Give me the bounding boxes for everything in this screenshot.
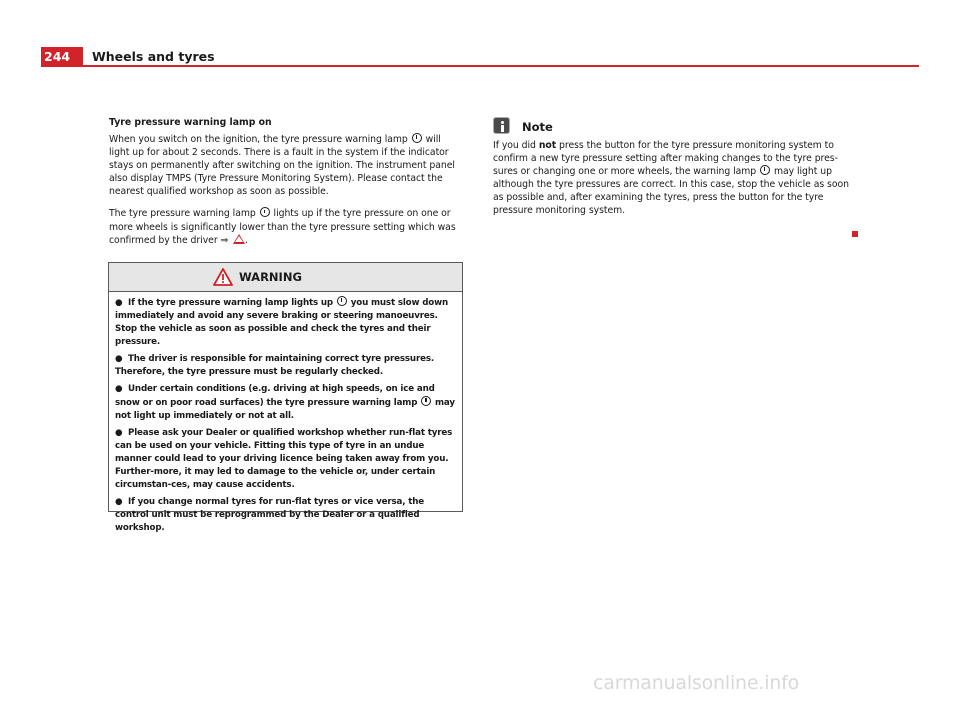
paragraph-low-pressure [109,207,464,246]
note-title: Note [522,120,553,134]
tyre-pressure-lamp-icon [337,296,347,306]
warning-title: WARNING [239,270,302,284]
warning-item [115,496,458,535]
section-heading: Tyre pressure warning lamp on [109,117,272,128]
watermark: carmanualsonline.info [593,672,800,694]
info-note-icon [493,117,510,134]
warning-text: Please ask your Dealer or qualified workshop whether run-flat tyres can be used on your vehicle. Fitting this type of tyre in an undue manner could lead to your driving licence being taken away from you. Further-more, it may led to damage to the vehicle or, under certain circumstan-ces, may cause accidents. [115,428,453,490]
note-header [493,117,853,139]
bullet: ● [115,384,123,394]
paragraph-text: . [245,234,249,246]
warning-item [115,296,458,349]
note-emphasis: not [538,140,557,151]
paragraph-text: lights up if the tyre pressure on one or more wheels is significantly lower than the tyre pressure setting which was confirmed by the driver ⇒ [109,208,456,246]
warning-item [115,353,458,379]
paragraph-text: When you switch on the ignition, the tyre pressure warning lamp [109,134,408,145]
bullet: ● [115,354,123,364]
warning-text: you must slow down immediately and avoid any severe braking or steering manoeuvres. Stop the vehicle as soon as possible and check the tyres and their pressure. [115,298,449,347]
header-rule [83,65,919,67]
warning-header [109,263,462,292]
bullet: ● [115,428,123,438]
bullet: ● [115,298,123,308]
right-column [493,117,853,218]
warning-text: If the tyre pressure warning lamp lights up [128,298,333,308]
tyre-pressure-lamp-icon [260,207,270,217]
page-number: 244 [41,47,83,67]
warning-item [115,427,458,492]
warning-box [108,262,463,533]
left-column [109,116,464,247]
note-text [493,139,853,218]
warning-text: Under certain conditions (e.g. driving at high speeds, on ice and snow or on poor road surfaces) the tyre pressure warning lamp [115,384,435,408]
paragraph-ignition [109,133,464,198]
bullet: ● [115,497,123,507]
warning-text: The driver is responsible for maintaining correct tyre pressures. Therefore, the tyre pressure must be regularly checked. [115,354,434,377]
tyre-pressure-lamp-icon [421,396,431,406]
warning-body [109,292,462,535]
note-text-part: If you did [493,140,536,151]
chapter-title: Wheels and tyres [92,49,215,64]
warning-text: If you change normal tyres for run-flat tyres or vice versa, the control unit must be reprogrammed by the Dealer or a qualified workshop. [115,497,425,533]
paragraph-text: The tyre pressure warning lamp [109,208,256,220]
tyre-pressure-lamp-icon [760,165,770,175]
warning-triangle-icon[interactable] [233,234,245,244]
section-end-marker [852,231,858,237]
tyre-pressure-lamp-icon [412,133,422,143]
note-text-part: press the button for the tyre pressure monitoring system to confirm a new tyre pressure setting after making changes to the tyre pres-sures or changing one or more wheels, the warning lamp [493,140,838,178]
note-text-part: may light up although the tyre pressures are correct. In this case, stop the vehicle as soon as possible and, after examining the tyres, press the button for the tyre pressure monitoring system. [493,166,849,217]
warning-item [115,383,458,423]
paragraph-text: will light up for about 2 seconds. There is a fault in the system if the indicator stays on permanently after switching on the ignition. The instrument panel also display TMPS (Tyre Pressure Monitoring System). Please contact the nearest qualified workshop as soon as possible. [109,134,455,198]
warning-text: may not light up immediately or not at all. [115,398,455,421]
warning-triangle-icon [213,268,233,286]
